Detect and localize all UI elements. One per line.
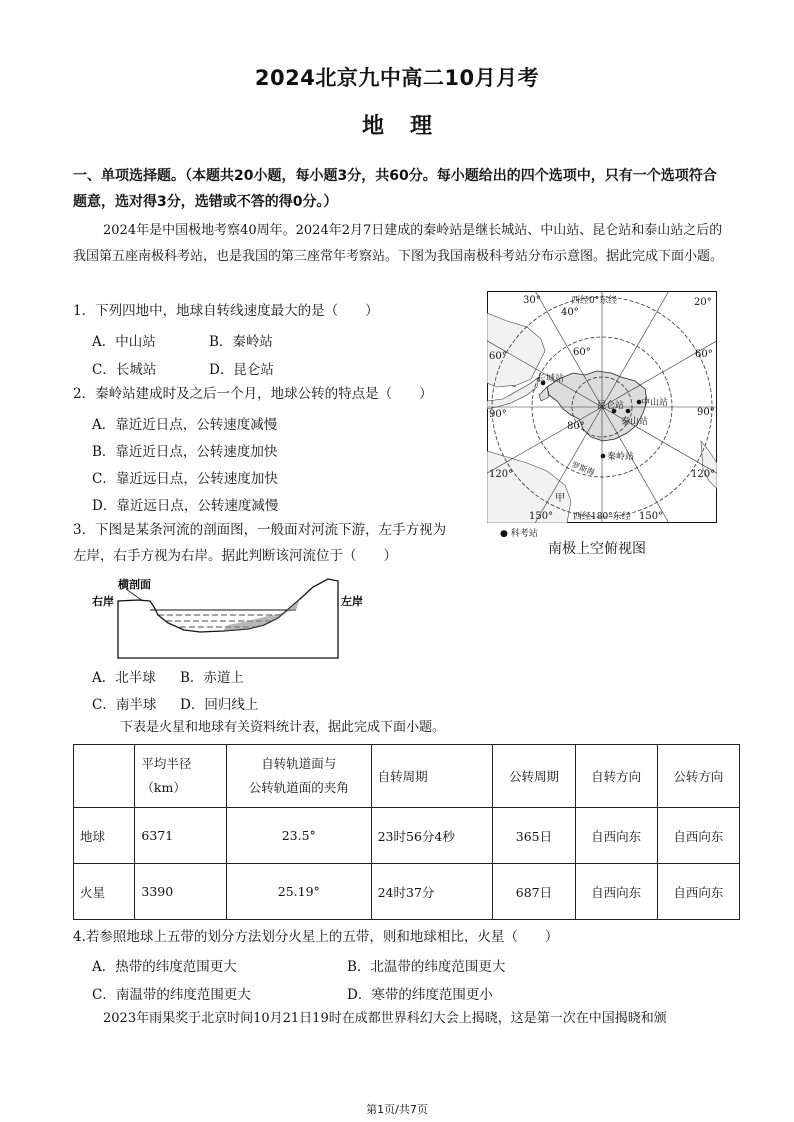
river-cross-section-figure bbox=[88, 575, 368, 660]
table-cell: 自西向东 bbox=[575, 864, 657, 920]
q1-option-d: D．昆仑站 bbox=[209, 362, 274, 378]
lon-label: 120° bbox=[489, 469, 514, 480]
station-label-qinling: 秦岭站 bbox=[607, 452, 635, 462]
table-header-cell: 公转周期 bbox=[493, 745, 575, 808]
river-left-bank-label: 左岸 bbox=[341, 595, 363, 608]
map-top-label: 西经0°东经 bbox=[571, 296, 618, 306]
lon-label: 30° bbox=[523, 295, 541, 306]
sea-label: 罗斯海 bbox=[570, 460, 596, 478]
table-cell: 自西向东 bbox=[575, 808, 657, 864]
table-header-cell bbox=[74, 745, 135, 808]
lat-label: 80° bbox=[567, 421, 585, 432]
header-angle-line2: 公转轨道面的夹角 bbox=[248, 780, 349, 795]
station-dot-icon: ● bbox=[500, 529, 508, 539]
q4-option-b: B．北温带的纬度范围更大 bbox=[347, 959, 506, 975]
lon-label: 150° bbox=[529, 511, 554, 522]
lon-label: 60° bbox=[695, 349, 713, 360]
point-label: 甲 bbox=[555, 493, 565, 504]
river-right-bank-label: 右岸 bbox=[92, 595, 114, 608]
q1-option-b: B．秦岭站 bbox=[209, 334, 273, 350]
q1-option-a: A．中山站 bbox=[92, 334, 156, 350]
map-caption: 南极上空俯视图 bbox=[548, 541, 646, 557]
table-cell: 25.19° bbox=[226, 864, 371, 920]
question-2-stem: 2．秦岭站建成时及之后一个月，地球公转的特点是（ ） bbox=[73, 386, 433, 402]
q3-option-c: C．南半球 bbox=[92, 697, 157, 713]
section-heading: 一、单项选择题。（本题共20小题，每小题3分，共60分。每小题给出的四个选项中，只有一个选项符合题意，选对得3分，选错或不答的得0分。） bbox=[73, 168, 717, 210]
table-header-cell: 自转周期 bbox=[371, 745, 493, 808]
antarctic-station-map bbox=[487, 291, 717, 523]
table-cell: 365日 bbox=[493, 808, 575, 864]
lat-label: 40° bbox=[561, 307, 579, 318]
header-radius-line2: （km） bbox=[141, 780, 186, 795]
station-label-taishan: 泰山站 bbox=[621, 417, 649, 427]
table-row bbox=[74, 808, 740, 864]
table-cell: 23时56分4秒 bbox=[371, 808, 493, 864]
table-cell: 3390 bbox=[135, 864, 227, 920]
q3-option-b: B．赤道上 bbox=[180, 670, 244, 686]
table-cell: 火星 bbox=[74, 864, 135, 920]
q4-option-c: C．南温带的纬度范围更大 bbox=[92, 987, 251, 1003]
question-3-stem-line2: 左岸，右手方视为右岸。据此判断该河流位于（ ） bbox=[73, 548, 397, 564]
table-header-cell: 公转方向 bbox=[657, 745, 739, 808]
station-label-kunlun: 昆仑站 bbox=[597, 401, 625, 411]
page-footer: 第1页/共7页 bbox=[366, 1103, 428, 1116]
lon-label: 20° bbox=[694, 297, 712, 308]
table-cell: 24时37分 bbox=[371, 864, 493, 920]
q3-option-a: A．北半球 bbox=[92, 670, 156, 686]
map-legend-text: 科考站 bbox=[510, 529, 538, 539]
question-3-stem-line1: 3．下图是某条河流的剖面图，一般面对河流下游，左手方视为 bbox=[73, 522, 447, 538]
river-section-label: 横剖面 bbox=[118, 578, 151, 591]
lon-label: 90° bbox=[489, 409, 507, 420]
table-cell: 23.5° bbox=[226, 808, 371, 864]
q2-option-a: A．靠近近日点，公转速度减慢 bbox=[92, 417, 278, 433]
header-radius-line1: 平均半径 bbox=[141, 756, 192, 771]
intro-paragraph-3: 2023年雨果奖于北京时间10月21日19时在成都世界科幻大会上揭晓，这是第一次在中国揭晓和颁 bbox=[103, 1011, 667, 1026]
q2-option-c: C．靠近远日点，公转速度加快 bbox=[92, 471, 278, 487]
intro-paragraph-2: 下表是火星和地球有关资料统计表，据此完成下面小题。 bbox=[120, 720, 446, 735]
q2-option-d: D．靠近远日点，公转速度减慢 bbox=[92, 498, 279, 514]
table-header-cell bbox=[135, 745, 227, 808]
table-cell: 6371 bbox=[135, 808, 227, 864]
subject-title: 地理 bbox=[361, 114, 458, 139]
q3-option-d: D．回归线上 bbox=[180, 697, 259, 713]
map-bottom-label: 西经180°东经 bbox=[573, 512, 631, 522]
page-title: 2024北京九中高二10月月考 bbox=[254, 66, 540, 90]
q1-option-c: C．长城站 bbox=[92, 362, 157, 378]
station-label-changcheng: 长城站 bbox=[537, 374, 565, 384]
table-cell: 687日 bbox=[493, 864, 575, 920]
mars-earth-table bbox=[73, 744, 740, 920]
q4-option-d: D．寒带的纬度范围更小 bbox=[347, 987, 493, 1003]
lon-label: 60° bbox=[489, 351, 507, 362]
table-row bbox=[74, 864, 740, 920]
table-cell: 自西向东 bbox=[657, 808, 739, 864]
map-legend bbox=[500, 526, 538, 539]
question-4-stem: 4.若参照地球上五带的划分方法划分火星上的五带，则和地球相比，火星（ ） bbox=[73, 929, 559, 945]
lon-label: 120° bbox=[691, 469, 716, 480]
table-header-cell: 自转方向 bbox=[575, 745, 657, 808]
question-1-stem: 1．下列四地中，地球自转线速度最大的是（ ） bbox=[73, 303, 379, 319]
lon-label: 150° bbox=[639, 511, 664, 522]
intro-paragraph-1: 2024年是中国极地考察40周年。2024年2月7日建成的秦岭站是继长城站、中山站、昆仑站和泰山站之后的我国第五座南极科考站，也是我国的第三座常年考察站。下图为我国南极科考站分布示意图。据此完成下面小题。 bbox=[73, 223, 724, 264]
station-label-zhongshan: 中山站 bbox=[641, 398, 669, 408]
q4-option-a: A．热带的纬度范围更大 bbox=[92, 959, 237, 975]
lat-label: 60° bbox=[573, 347, 591, 358]
table-cell: 自西向东 bbox=[657, 864, 739, 920]
table-cell: 地球 bbox=[74, 808, 135, 864]
table-header-cell bbox=[226, 745, 371, 808]
table-header-row bbox=[74, 745, 740, 808]
q2-option-b: B．靠近近日点，公转速度加快 bbox=[92, 444, 278, 460]
header-angle-line1: 自转轨道面与 bbox=[261, 756, 337, 771]
lon-label: 90° bbox=[697, 407, 715, 418]
